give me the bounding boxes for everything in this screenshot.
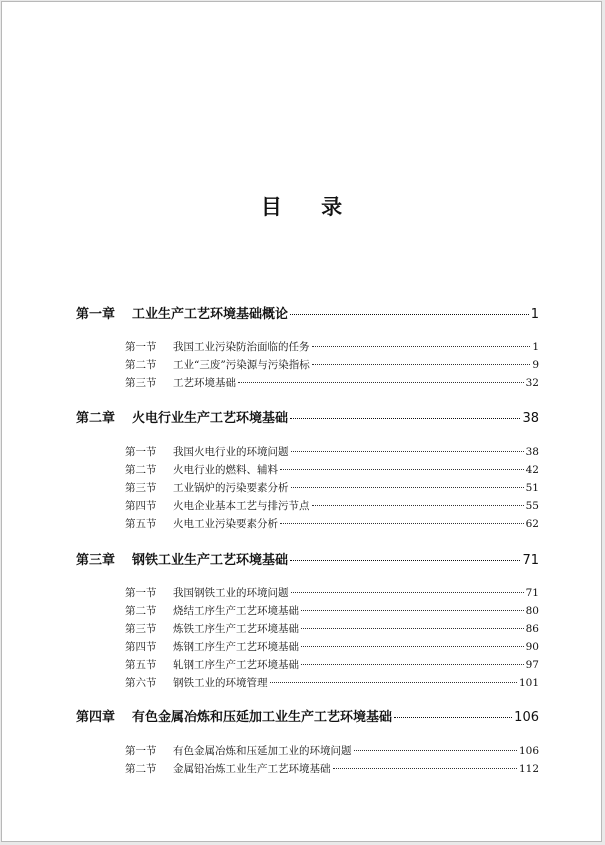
toc-section[interactable] <box>125 376 539 391</box>
toc-section[interactable] <box>125 340 539 355</box>
section-page: 62 <box>525 518 539 530</box>
section-page: 112 <box>518 763 539 775</box>
section-number: 第三节 <box>125 623 157 635</box>
section-number: 第二节 <box>125 763 157 775</box>
dot-leader <box>238 382 524 383</box>
dot-leader <box>291 451 524 452</box>
dot-leader <box>301 628 524 629</box>
section-page: 71 <box>525 587 539 599</box>
section-title: 金属铅冶炼工业生产工艺环境基础 <box>173 763 331 775</box>
chapter-number: 第三章 <box>76 553 116 568</box>
section-title: 工艺环境基础 <box>173 377 236 389</box>
dot-leader <box>290 314 529 315</box>
chapter-page: 106 <box>514 710 539 725</box>
chapter-title: 工业生产工艺环境基础概论 <box>132 307 289 322</box>
chapter-number: 第一章 <box>76 307 116 322</box>
section-number: 第四节 <box>125 641 157 653</box>
dot-leader <box>301 646 524 647</box>
section-page: 9 <box>532 359 539 371</box>
section-page: 55 <box>525 500 539 512</box>
section-number: 第一节 <box>125 341 157 353</box>
section-number: 第一节 <box>125 587 157 599</box>
section-title: 钢铁工业的环境管理 <box>173 677 268 689</box>
toc-section[interactable] <box>125 499 539 514</box>
section-number: 第一节 <box>125 745 157 757</box>
chapter-page: 1 <box>530 307 539 322</box>
section-title: 火电企业基本工艺与排污节点 <box>173 500 310 512</box>
section-number: 第二节 <box>125 359 157 371</box>
section-title: 炼铁工序生产工艺环境基础 <box>173 623 299 635</box>
toc-chapter-2[interactable] <box>76 410 539 428</box>
dot-leader <box>280 469 524 470</box>
section-title: 我国工业污染防治面临的任务 <box>173 341 310 353</box>
section-title: 工业锅炉的污染要素分析 <box>173 482 289 494</box>
toc-section[interactable] <box>125 744 539 759</box>
section-title: 炼钢工序生产工艺环境基础 <box>173 641 299 653</box>
toc-section[interactable] <box>125 604 539 619</box>
toc-section[interactable] <box>125 463 539 478</box>
section-page: 1 <box>532 341 539 353</box>
dot-leader <box>394 717 512 718</box>
toc-section[interactable] <box>125 622 539 637</box>
dot-leader <box>312 505 524 506</box>
section-page: 38 <box>525 446 539 458</box>
dot-leader <box>280 523 524 524</box>
dot-leader <box>290 418 520 419</box>
section-title: 我国火电行业的环境问题 <box>173 446 289 458</box>
dot-leader <box>290 560 520 561</box>
dot-leader <box>291 487 524 488</box>
section-number: 第二节 <box>125 464 157 476</box>
toc-section[interactable] <box>125 586 539 601</box>
section-number: 第五节 <box>125 659 157 671</box>
section-number: 第六节 <box>125 677 157 689</box>
chapter-title: 火电行业生产工艺环境基础 <box>132 411 289 426</box>
toc-section[interactable] <box>125 640 539 655</box>
toc-chapter-3[interactable] <box>76 552 539 570</box>
section-page: 86 <box>525 623 539 635</box>
chapter-title: 钢铁工业生产工艺环境基础 <box>132 553 289 568</box>
dot-leader <box>291 592 524 593</box>
dot-leader <box>312 364 531 365</box>
section-page: 80 <box>525 605 539 617</box>
chapter-number: 第二章 <box>76 411 116 426</box>
section-title: 火电行业的燃料、辅料 <box>173 464 278 476</box>
section-page: 97 <box>525 659 539 671</box>
chapter-page: 71 <box>522 553 539 568</box>
dot-leader <box>333 768 517 769</box>
dot-leader <box>354 750 517 751</box>
section-page: 106 <box>518 745 539 757</box>
dot-leader <box>312 346 531 347</box>
toc-title: 目 录 <box>260 195 359 219</box>
toc-section[interactable] <box>125 517 539 532</box>
chapter-page: 38 <box>522 411 539 426</box>
toc-section[interactable] <box>125 445 539 460</box>
section-number: 第五节 <box>125 518 157 530</box>
toc-chapter-4[interactable] <box>76 709 539 727</box>
section-number: 第一节 <box>125 446 157 458</box>
dot-leader <box>301 664 524 665</box>
toc-section[interactable] <box>125 358 539 373</box>
section-number: 第三节 <box>125 377 157 389</box>
toc-section[interactable] <box>125 658 539 673</box>
section-page: 90 <box>525 641 539 653</box>
section-title: 有色金属冶炼和压延加工业的环境问题 <box>173 745 352 757</box>
document-page <box>1 1 602 842</box>
toc-section[interactable] <box>125 762 539 777</box>
dot-leader <box>270 682 517 683</box>
section-title: 火电工业污染要素分析 <box>173 518 278 530</box>
section-number: 第三节 <box>125 482 157 494</box>
section-page: 32 <box>525 377 539 389</box>
section-title: 轧钢工序生产工艺环境基础 <box>173 659 299 671</box>
toc-chapter-1[interactable] <box>76 306 539 324</box>
section-number: 第二节 <box>125 605 157 617</box>
toc-section[interactable] <box>125 481 539 496</box>
chapter-title: 有色金属冶炼和压延加工业生产工艺环境基础 <box>132 710 393 725</box>
section-page: 101 <box>518 677 539 689</box>
section-title: 烧结工序生产工艺环境基础 <box>173 605 299 617</box>
toc-section[interactable] <box>125 676 539 691</box>
section-page: 42 <box>525 464 539 476</box>
section-title: 工业“三废”污染源与污染指标 <box>173 359 310 371</box>
section-number: 第四节 <box>125 500 157 512</box>
chapter-number: 第四章 <box>76 710 116 725</box>
section-title: 我国钢铁工业的环境问题 <box>173 587 289 599</box>
section-page: 51 <box>525 482 539 494</box>
dot-leader <box>301 610 524 611</box>
